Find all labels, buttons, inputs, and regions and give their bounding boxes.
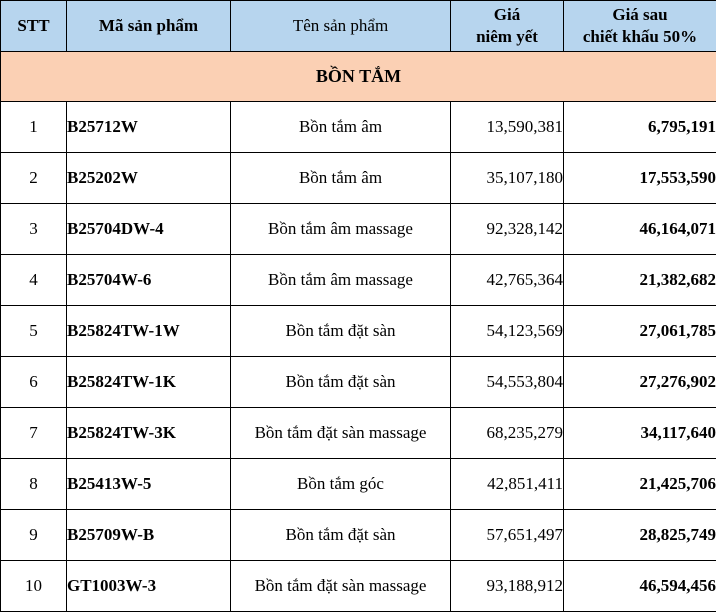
- table-row: [1, 561, 716, 612]
- header-list-price-line2: niêm yết: [476, 27, 538, 46]
- cell-list-price: 57,651,497: [451, 510, 564, 561]
- cell-product-code: B25202W: [67, 153, 231, 204]
- section-row: [1, 52, 716, 102]
- cell-product-code: GT1003W-3: [67, 561, 231, 612]
- header-product-code: Mã sản phẩm: [67, 1, 231, 52]
- cell-product-name: Bồn tắm đặt sàn massage: [231, 408, 451, 459]
- table-row: [1, 510, 716, 561]
- cell-list-price: 42,765,364: [451, 255, 564, 306]
- cell-list-price: 54,553,804: [451, 357, 564, 408]
- section-title: BỒN TẮM: [1, 52, 716, 102]
- cell-list-price: 68,235,279: [451, 408, 564, 459]
- table-row: [1, 153, 716, 204]
- cell-product-name: Bồn tắm đặt sàn: [231, 306, 451, 357]
- cell-list-price: 92,328,142: [451, 204, 564, 255]
- cell-discount-price: 27,061,785: [564, 306, 716, 357]
- table-row: [1, 102, 716, 153]
- header-discount-price-line1: Giá sau: [612, 5, 668, 24]
- header-list-price-line1: Giá: [493, 5, 521, 24]
- cell-stt: 2: [1, 153, 67, 204]
- header-stt: STT: [1, 1, 67, 52]
- cell-stt: 8: [1, 459, 67, 510]
- header-product-name: Tên sản phẩm: [231, 1, 451, 52]
- cell-product-code: B25712W: [67, 102, 231, 153]
- cell-product-code: B25824TW-1W: [67, 306, 231, 357]
- cell-product-name: Bồn tắm âm: [231, 102, 451, 153]
- table-row: [1, 255, 716, 306]
- cell-product-code: B25413W-5: [67, 459, 231, 510]
- cell-product-code: B25709W-B: [67, 510, 231, 561]
- cell-stt: 10: [1, 561, 67, 612]
- cell-stt: 9: [1, 510, 67, 561]
- cell-list-price: 93,188,912: [451, 561, 564, 612]
- cell-discount-price: 6,795,191: [564, 102, 716, 153]
- cell-product-name: Bồn tắm âm massage: [231, 204, 451, 255]
- header-discount-price: [564, 1, 716, 52]
- table-row: [1, 306, 716, 357]
- cell-discount-price: 17,553,590: [564, 153, 716, 204]
- cell-discount-price: 21,382,682: [564, 255, 716, 306]
- cell-product-name: Bồn tắm đặt sàn: [231, 357, 451, 408]
- table-header: [1, 1, 716, 52]
- header-discount-price-line2: chiết khấu 50%: [582, 27, 698, 46]
- cell-stt: 4: [1, 255, 67, 306]
- cell-discount-price: 46,594,456: [564, 561, 716, 612]
- cell-product-name: Bồn tắm âm massage: [231, 255, 451, 306]
- table-row: [1, 357, 716, 408]
- cell-discount-price: 34,117,640: [564, 408, 716, 459]
- cell-product-name: Bồn tắm đặt sàn: [231, 510, 451, 561]
- cell-list-price: 54,123,569: [451, 306, 564, 357]
- cell-discount-price: 27,276,902: [564, 357, 716, 408]
- cell-stt: 7: [1, 408, 67, 459]
- table-row: [1, 204, 716, 255]
- cell-list-price: 42,851,411: [451, 459, 564, 510]
- cell-product-name: Bồn tắm góc: [231, 459, 451, 510]
- cell-list-price: 35,107,180: [451, 153, 564, 204]
- cell-stt: 6: [1, 357, 67, 408]
- cell-stt: 3: [1, 204, 67, 255]
- cell-stt: 1: [1, 102, 67, 153]
- header-list-price: [451, 1, 564, 52]
- cell-discount-price: 28,825,749: [564, 510, 716, 561]
- table-row: [1, 459, 716, 510]
- table-body: [1, 52, 716, 612]
- cell-product-name: Bồn tắm âm: [231, 153, 451, 204]
- table-row: [1, 408, 716, 459]
- cell-product-code: B25824TW-1K: [67, 357, 231, 408]
- cell-discount-price: 21,425,706: [564, 459, 716, 510]
- cell-product-code: B25824TW-3K: [67, 408, 231, 459]
- cell-discount-price: 46,164,071: [564, 204, 716, 255]
- cell-list-price: 13,590,381: [451, 102, 564, 153]
- header-row: [1, 1, 716, 52]
- cell-stt: 5: [1, 306, 67, 357]
- cell-product-code: B25704DW-4: [67, 204, 231, 255]
- cell-product-name: Bồn tắm đặt sàn massage: [231, 561, 451, 612]
- cell-product-code: B25704W-6: [67, 255, 231, 306]
